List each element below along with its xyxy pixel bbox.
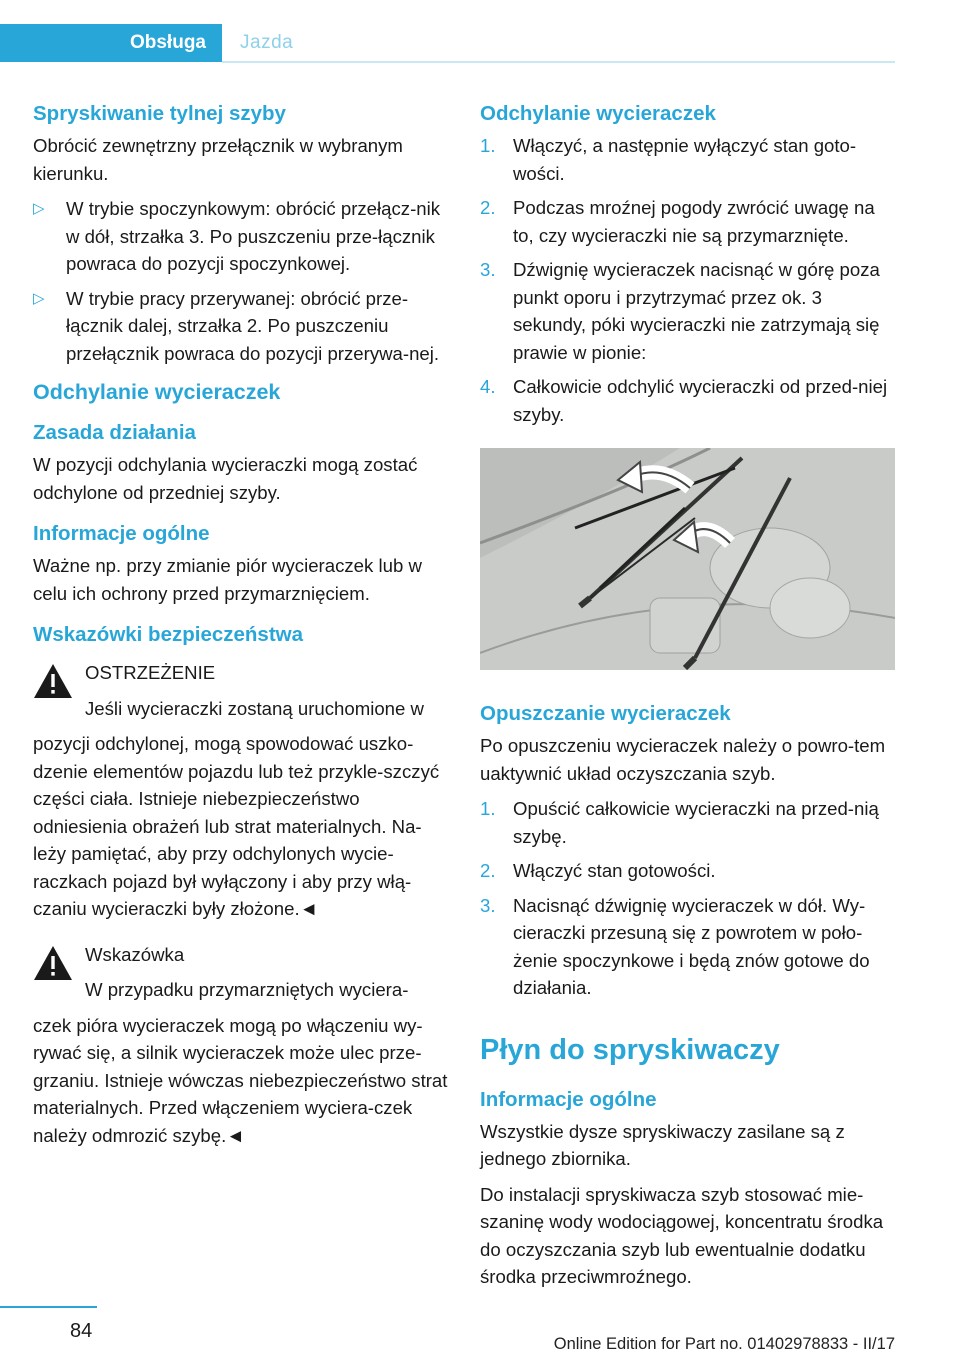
list-item	[480, 795, 895, 850]
header-divider	[222, 61, 895, 63]
step-number: 4.	[480, 376, 496, 397]
step-number: 1.	[480, 135, 496, 156]
warning-text: pozycji odchylonej, mogą spowodować uszko-dzenie elementów pojazdu lub też przykle-szczyć części ciała. Istnieje niebezpieczeństwo odniesienia obrażeń lub strat materialnych. Na-leży pamiętać, aby przy odchylonych wycie-raczkach pojazd był wyłączony i aby przy włą-czaniu wycieraczki były złożone.◄	[33, 733, 440, 919]
triangle-bullet-icon: ▷	[33, 289, 45, 307]
steps-lower	[480, 795, 895, 1002]
tab-jazda[interactable]: Jazda	[240, 32, 294, 53]
warning-title: OSTRZEŻENIE	[85, 662, 216, 683]
paragraph-general-info: Ważne np. przy zmianie piór wycieraczek lub w celu ich ochrony przed przymarznięciem.	[33, 555, 422, 604]
bullet-list	[33, 195, 448, 367]
step-number: 3.	[480, 259, 496, 280]
warning-triangle-icon	[33, 663, 73, 699]
list-item	[480, 892, 895, 1002]
steps-fold	[480, 132, 895, 428]
step-number: 2.	[480, 860, 496, 881]
left-column	[33, 100, 448, 1167]
step-text: Włączyć, a następnie wyłączyć stan goto-wości.	[513, 135, 857, 184]
note-title: Wskazówka	[85, 943, 185, 965]
step-text: Podczas mroźnej pogody zwrócić uwagę na to, czy wycieraczki nie są przymarznięte.	[513, 197, 875, 246]
warning-lead: Jeśli wycieraczki zostaną uruchomione w	[85, 697, 424, 719]
list-item	[480, 373, 895, 428]
heading-principle: Zasada działania	[33, 421, 196, 444]
list-item	[480, 194, 895, 249]
header-tabs	[0, 24, 895, 62]
footer-divider	[0, 1306, 97, 1308]
step-number: 2.	[480, 197, 496, 218]
heading-safety: Wskazówki bezpieczeństwa	[33, 623, 304, 646]
step-text: Włączyć stan gotowości.	[513, 860, 716, 881]
step-text: Opuścić całkowicie wycieraczki na przed-nią szybę.	[513, 798, 879, 847]
triangle-bullet-icon: ▷	[33, 200, 45, 217]
heading-washer-fluid: Płyn do spryskiwaczy	[480, 1033, 780, 1066]
right-column	[480, 100, 895, 1299]
list-item	[480, 256, 895, 366]
heading-general-info: Informacje ogólne	[33, 522, 210, 545]
step-number: 1.	[480, 798, 496, 819]
paragraph-principle: W pozycji odchylania wycieraczki mogą zostać odchylone od przedniej szyby.	[33, 454, 418, 503]
list-item-text: W trybie pracy przerywanej: obrócić prze-łącznik dalej, strzałka 2. Po puszczeniu przełącznik powraca do pozycji przerywa-nej.	[66, 287, 440, 364]
edition-note: Online Edition for Part no. 01402978833 - II/17	[553, 1335, 895, 1353]
heading-lower-wipers: Opuszczanie wycieraczek	[480, 702, 731, 725]
list-item-text: W trybie spoczynkowym: obrócić przełącz-nik w dół, strzałka 3. Po puszczeniu prze-łącznik powraca do pozycji spoczynkowej.	[66, 198, 441, 274]
note-text: czek pióra wycieraczek mogą po włączeniu wy-rywać się, a silnik wycieraczek może ulec prze-grzaniu. Istnieje wówczas niebezpieczeństwo strat materialnych. Przed włączeniem wyciera-czek należy odmrozić szybę.◄	[33, 1014, 448, 1146]
list-item	[480, 132, 895, 187]
paragraph-lower-wipers: Po opuszczeniu wycieraczek należy o powro-tem uaktywnić układ oczyszczania szyb.	[480, 735, 886, 784]
warning-box	[33, 659, 448, 923]
list-item	[33, 195, 448, 278]
step-text: Dźwignię wycieraczek nacisnąć w górę poza punkt oporu i przytrzymać przez ok. 3 sekundy, póki wycieraczki nie zatrzymają się prawie w pionie:	[513, 259, 880, 363]
heading-wiper-fold-steps: Odchylanie wycieraczek	[480, 102, 716, 125]
page-number: 84	[70, 1320, 93, 1342]
tab-obsluga[interactable]: Obsługa	[0, 24, 222, 62]
step-text: Nacisnąć dźwignię wycieraczek w dół. Wy-cieraczki przesuną się z powrotem w poło-żenie spoczynkowe i będą znów gotowe do działania.	[513, 894, 870, 998]
heading-wiper-fold: Odchylanie wycieraczek	[33, 380, 281, 404]
warning-triangle-icon	[33, 945, 73, 981]
list-item	[480, 857, 895, 885]
note-box	[33, 941, 448, 1150]
wiper-illustration	[480, 448, 895, 670]
heading-rear-washer: Spryskiwanie tylnej szyby	[33, 102, 286, 125]
paragraph-rotate-switch: Obrócić zewnętrzny przełącznik w wybranym kierunku.	[33, 135, 403, 184]
note-lead: W przypadku przymarzniętych wyciera-	[85, 979, 409, 1000]
paragraph-nozzles: Wszystkie dysze spryskiwaczy zasilane są z jednego zbiornika.	[480, 1120, 845, 1169]
step-number: 3.	[480, 894, 496, 916]
step-text: Całkowicie odchylić wycieraczki od przed-niej szyby.	[513, 376, 888, 425]
heading-general-info-2: Informacje ogólne	[480, 1087, 657, 1111]
paragraph-fluid-mix: Do instalacji spryskiwacza szyb stosować mie-szaninę wody wodociągowej, koncentratu środka do oczyszczania szyb lub ewentualnie dodatku środka przeciwmroźnego.	[480, 1183, 884, 1287]
list-item	[33, 285, 448, 368]
